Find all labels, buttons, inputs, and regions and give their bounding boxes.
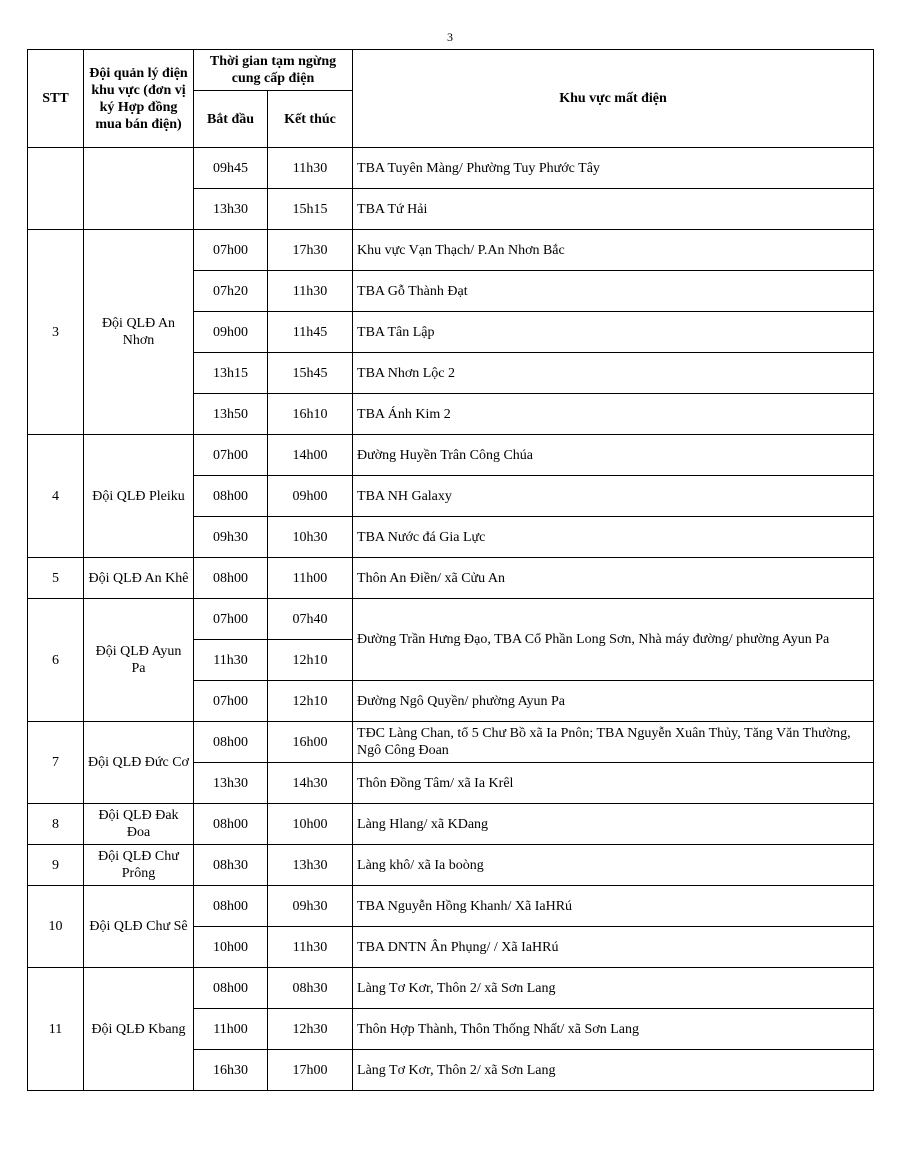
area-cell: Làng Tơ Kơr, Thôn 2/ xã Sơn Lang — [353, 968, 874, 1009]
table-row — [28, 845, 874, 886]
end-time-cell: 16h10 — [268, 394, 353, 435]
area-cell: TBA Nước đá Gia Lực — [353, 517, 874, 558]
area-cell: TBA Gỗ Thành Đạt — [353, 271, 874, 312]
end-time-cell: 12h10 — [268, 640, 353, 681]
start-time-cell: 07h00 — [194, 435, 268, 476]
area-cell: TBA Tứ Hải — [353, 189, 874, 230]
start-time-cell: 09h00 — [194, 312, 268, 353]
area-cell: Thôn An Điền/ xã Cửu An — [353, 558, 874, 599]
stt-cell: 11 — [28, 968, 84, 1091]
table-body — [28, 148, 874, 1091]
table-row — [28, 558, 874, 599]
end-time-cell: 10h30 — [268, 517, 353, 558]
unit-cell: Đội QLĐ Pleiku — [84, 435, 194, 558]
start-time-cell: 08h00 — [194, 804, 268, 845]
end-time-cell: 11h00 — [268, 558, 353, 599]
stt-cell: 7 — [28, 722, 84, 804]
area-cell: TĐC Làng Chan, tổ 5 Chư Bồ xã Ia Pnôn; TBA Nguyễn Xuân Thủy, Tăng Văn Thường, Ngô Công Đoan — [353, 722, 874, 763]
header-unit: Đội quản lý điện khu vực (đơn vị ký Hợp đồng mua bán điện) — [84, 50, 194, 148]
end-time-cell: 10h00 — [268, 804, 353, 845]
unit-cell: Đội QLĐ An Khê — [84, 558, 194, 599]
unit-cell: Đội QLĐ Kbang — [84, 968, 194, 1091]
area-cell: TBA Tân Lập — [353, 312, 874, 353]
end-time-cell: 11h30 — [268, 148, 353, 189]
area-cell: Đường Huyền Trân Công Chúa — [353, 435, 874, 476]
header-start: Bắt đầu — [194, 91, 268, 148]
stt-cell: 6 — [28, 599, 84, 722]
end-time-cell: 09h30 — [268, 886, 353, 927]
end-time-cell: 09h00 — [268, 476, 353, 517]
area-cell: TBA DNTN Ân Phụng/ / Xã IaHRú — [353, 927, 874, 968]
end-time-cell: 15h45 — [268, 353, 353, 394]
unit-cell: Đội QLĐ An Nhơn — [84, 230, 194, 435]
stt-cell — [28, 148, 84, 230]
start-time-cell: 16h30 — [194, 1050, 268, 1091]
start-time-cell: 08h00 — [194, 476, 268, 517]
area-cell: TBA NH Galaxy — [353, 476, 874, 517]
header-end: Kết thúc — [268, 91, 353, 148]
area-cell: Khu vực Vạn Thạch/ P.An Nhơn Bắc — [353, 230, 874, 271]
table-row — [28, 435, 874, 476]
stt-cell: 10 — [28, 886, 84, 968]
unit-cell: Đội QLĐ Ayun Pa — [84, 599, 194, 722]
unit-cell: Đội QLĐ Chư Sê — [84, 886, 194, 968]
start-time-cell: 11h00 — [194, 1009, 268, 1050]
table-row — [28, 804, 874, 845]
table-row — [28, 968, 874, 1009]
area-cell: TBA Nhơn Lộc 2 — [353, 353, 874, 394]
unit-cell — [84, 148, 194, 230]
area-cell: Làng Hlang/ xã KDang — [353, 804, 874, 845]
area-cell: Làng khô/ xã Ia boòng — [353, 845, 874, 886]
area-cell: TBA Tuyên Màng/ Phường Tuy Phước Tây — [353, 148, 874, 189]
table-row — [28, 886, 874, 927]
stt-cell: 9 — [28, 845, 84, 886]
end-time-cell: 13h30 — [268, 845, 353, 886]
end-time-cell: 15h15 — [268, 189, 353, 230]
end-time-cell: 14h30 — [268, 763, 353, 804]
page-number: 3 — [447, 30, 453, 44]
start-time-cell: 13h15 — [194, 353, 268, 394]
stt-cell: 8 — [28, 804, 84, 845]
table-header — [28, 50, 874, 148]
area-cell: Thôn Đồng Tâm/ xã Ia Krêl — [353, 763, 874, 804]
table-row — [28, 722, 874, 763]
end-time-cell: 08h30 — [268, 968, 353, 1009]
start-time-cell: 13h30 — [194, 763, 268, 804]
area-cell: Đường Trần Hưng Đạo, TBA Cổ Phần Long Sơn, Nhà máy đường/ phường Ayun Pa — [353, 599, 874, 681]
start-time-cell: 09h45 — [194, 148, 268, 189]
area-cell: Đường Ngô Quyền/ phường Ayun Pa — [353, 681, 874, 722]
end-time-cell: 16h00 — [268, 722, 353, 763]
end-time-cell: 11h30 — [268, 271, 353, 312]
end-time-cell: 17h30 — [268, 230, 353, 271]
area-cell: TBA Ánh Kim 2 — [353, 394, 874, 435]
start-time-cell: 08h30 — [194, 845, 268, 886]
start-time-cell: 07h00 — [194, 230, 268, 271]
unit-cell: Đội QLĐ Chư Prông — [84, 845, 194, 886]
header-stt: STT — [28, 50, 84, 148]
start-time-cell: 07h20 — [194, 271, 268, 312]
stt-cell: 5 — [28, 558, 84, 599]
unit-cell: Đội QLĐ Đức Cơ — [84, 722, 194, 804]
start-time-cell: 10h00 — [194, 927, 268, 968]
start-time-cell: 13h30 — [194, 189, 268, 230]
table-row — [28, 230, 874, 271]
start-time-cell: 08h00 — [194, 558, 268, 599]
header-area: Khu vực mất điện — [353, 50, 874, 148]
start-time-cell: 07h00 — [194, 599, 268, 640]
header-time-group: Thời gian tạm ngừng cung cấp điện — [194, 50, 353, 91]
area-cell: Làng Tơ Kơr, Thôn 2/ xã Sơn Lang — [353, 1050, 874, 1091]
end-time-cell: 11h30 — [268, 927, 353, 968]
stt-cell: 4 — [28, 435, 84, 558]
end-time-cell: 11h45 — [268, 312, 353, 353]
area-cell: TBA Nguyễn Hồng Khanh/ Xã IaHRú — [353, 886, 874, 927]
stt-cell: 3 — [28, 230, 84, 435]
start-time-cell: 11h30 — [194, 640, 268, 681]
start-time-cell: 13h50 — [194, 394, 268, 435]
end-time-cell: 12h30 — [268, 1009, 353, 1050]
end-time-cell: 14h00 — [268, 435, 353, 476]
end-time-cell: 07h40 — [268, 599, 353, 640]
end-time-cell: 12h10 — [268, 681, 353, 722]
area-cell: Thôn Hợp Thành, Thôn Thống Nhất/ xã Sơn Lang — [353, 1009, 874, 1050]
start-time-cell: 08h00 — [194, 722, 268, 763]
table-row — [28, 148, 874, 189]
start-time-cell: 08h00 — [194, 886, 268, 927]
unit-cell: Đội QLĐ Đak Đoa — [84, 804, 194, 845]
start-time-cell: 08h00 — [194, 968, 268, 1009]
end-time-cell: 17h00 — [268, 1050, 353, 1091]
outage-schedule-table — [27, 49, 874, 1091]
start-time-cell: 07h00 — [194, 681, 268, 722]
table-row — [28, 599, 874, 640]
start-time-cell: 09h30 — [194, 517, 268, 558]
